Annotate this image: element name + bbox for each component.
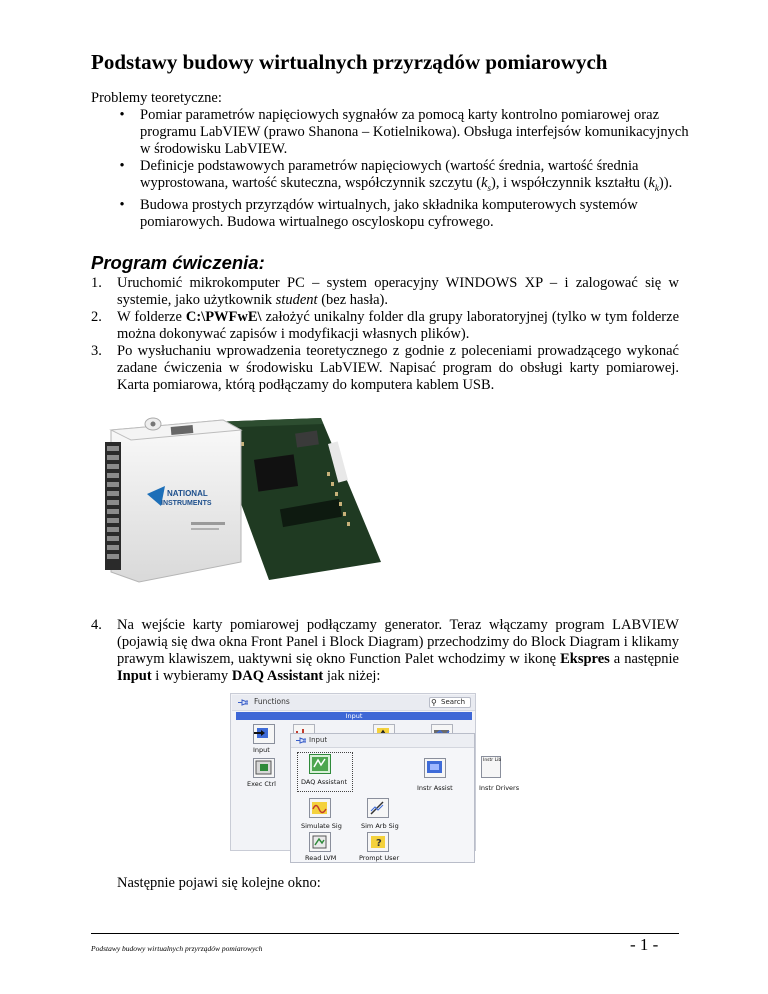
bullet-symbol: • <box>119 196 125 213</box>
instr-assist-label: Instr Assist <box>417 784 453 792</box>
svg-text:?: ? <box>376 838 382 849</box>
kk-symbol: $k_k$ <box>648 175 659 193</box>
sim-arb-sig-icon[interactable] <box>367 798 389 818</box>
bullet-symbol: • <box>119 107 125 123</box>
bullet-text: Definicje podstawowych parametrów napięciowych (wartość średnia, wartość średnia wyprostowana, wartość skuteczna, współczynnik szczytu $(k_s)$, i współczynnik kształtu $(k_k)$). <box>140 158 673 193</box>
input-subpalette-titlebar <box>291 734 474 748</box>
bullet-text: Budowa prostych przyrządów wirtualnych, jako składnika komputerowych systemów pomiarowych. Budowa wirtualnego oscyloskopu cyfrowego. <box>140 196 638 230</box>
input-subpalette-title: Input <box>309 736 328 744</box>
prompt-user-icon[interactable] <box>367 832 389 852</box>
simulate-sig-icon[interactable] <box>309 798 331 818</box>
step-item: 1. Uruchomić mikrokomputer PC – system operacyjny WINDOWS XP – i zalogować się w systemie, jako użytkownik student (bez hasła). <box>91 275 679 308</box>
simulate-sig-label: Simulate Sig <box>301 822 342 830</box>
instr-assist-icon[interactable] <box>424 758 446 778</box>
input-category-band[interactable]: Input <box>236 712 472 720</box>
exec-ctrl-label: Exec Ctrl <box>247 780 276 788</box>
pin-icon[interactable] <box>296 737 306 744</box>
daq-device-photo <box>91 412 389 594</box>
prompt-user-label: Prompt User <box>359 854 400 862</box>
step-number: 3. <box>91 343 102 359</box>
next-window-text: Następnie pojawi się kolejne okno: <box>117 875 321 891</box>
brand-name: NATIONAL <box>167 489 208 498</box>
functions-title: Functions <box>254 697 290 706</box>
bullet-item <box>115 107 695 158</box>
input-label: Input <box>253 746 270 754</box>
instr-drivers-icon[interactable] <box>481 756 501 778</box>
instr-lib-label: Instr Lib <box>483 758 502 763</box>
step-item: 4. Na wejście karty pomiarowej podłączamy generator. Teraz włączamy program LABVIEW (pojawią się dwa okna Front Panel i Block Diagram) przechodzimy do Block Diagram i klikamy prawym klawiszem, uaktywni się okno Function Palet wchodzimy w ikonę Ekspres a następnie Input i wybieramy DAQ Assistant jak niżej: <box>91 617 679 684</box>
input-palette-icon[interactable] <box>253 724 275 744</box>
functions-titlebar <box>232 695 475 711</box>
footer-title: Podstawy budowy wirtualnych przyrządów pomiarowych <box>91 944 263 953</box>
bullet-item <box>115 158 695 197</box>
labview-functions-palette <box>230 693 520 863</box>
brand-sub: INSTRUMENTS <box>161 500 212 507</box>
section-heading: Program ćwiczenia: <box>91 252 265 273</box>
footer-divider <box>91 933 679 934</box>
input-subpalette <box>290 733 520 863</box>
step-number: 2. <box>91 309 102 325</box>
step-item: 3. Po wysłuchaniu wprowadzenia teoretycznego z godnie z poleceniami prowadzącego wykonać zadane ćwiczenia w środowisku LabVIEW. Napisać program do obsługi karty pomiarowej. Karta pomiarowa, którą podłączamy do komputera kablem USB. <box>91 343 679 393</box>
read-lvm-label: Read LVM <box>305 854 337 862</box>
pin-icon[interactable] <box>238 699 248 706</box>
steps-list <box>91 275 679 394</box>
page-number: - 1 - <box>630 935 659 954</box>
search-button[interactable]: ⚲ Search <box>429 697 471 708</box>
sim-arb-sig-label: Sim Arb Sig <box>361 822 399 830</box>
exec-ctrl-icon[interactable] <box>253 758 275 778</box>
instr-drivers-label: Instr Drivers <box>479 784 520 792</box>
step-number: 1. <box>91 275 102 291</box>
step-item: 2. W folderze C:\PWFwE\ założyć unikalny folder dla grupy laboratoryjnej (tylko w tym folderze można dokonywać zapisów i modyfikacji własnych plików). <box>91 309 679 342</box>
search-icon: ⚲ <box>431 698 437 707</box>
read-lvm-icon[interactable] <box>309 832 331 852</box>
intro-label: Problemy teoretyczne: <box>91 90 222 106</box>
bullet-item <box>115 197 695 231</box>
bullet-symbol: • <box>119 158 125 174</box>
bullet-list <box>115 107 695 231</box>
ks-symbol: $k_s$ <box>481 175 492 193</box>
daq-assistant-icon[interactable] <box>309 754 331 774</box>
bullet-text: Pomiar parametrów napięciowych sygnałów za pomocą karty kontrolno pomiarowej oraz programu LabVIEW (prawo Shanona – Kotielnikowa). Obsługa interfejsów komunikacyjnych w środowisku LabVIEW. <box>140 107 689 157</box>
page-title: Podstawy budowy wirtualnych przyrządów pomiarowych <box>91 50 608 74</box>
daq-assistant-label: DAQ Assistant <box>301 778 348 786</box>
usb-daq-box <box>105 418 241 582</box>
step-number: 4. <box>91 617 102 633</box>
